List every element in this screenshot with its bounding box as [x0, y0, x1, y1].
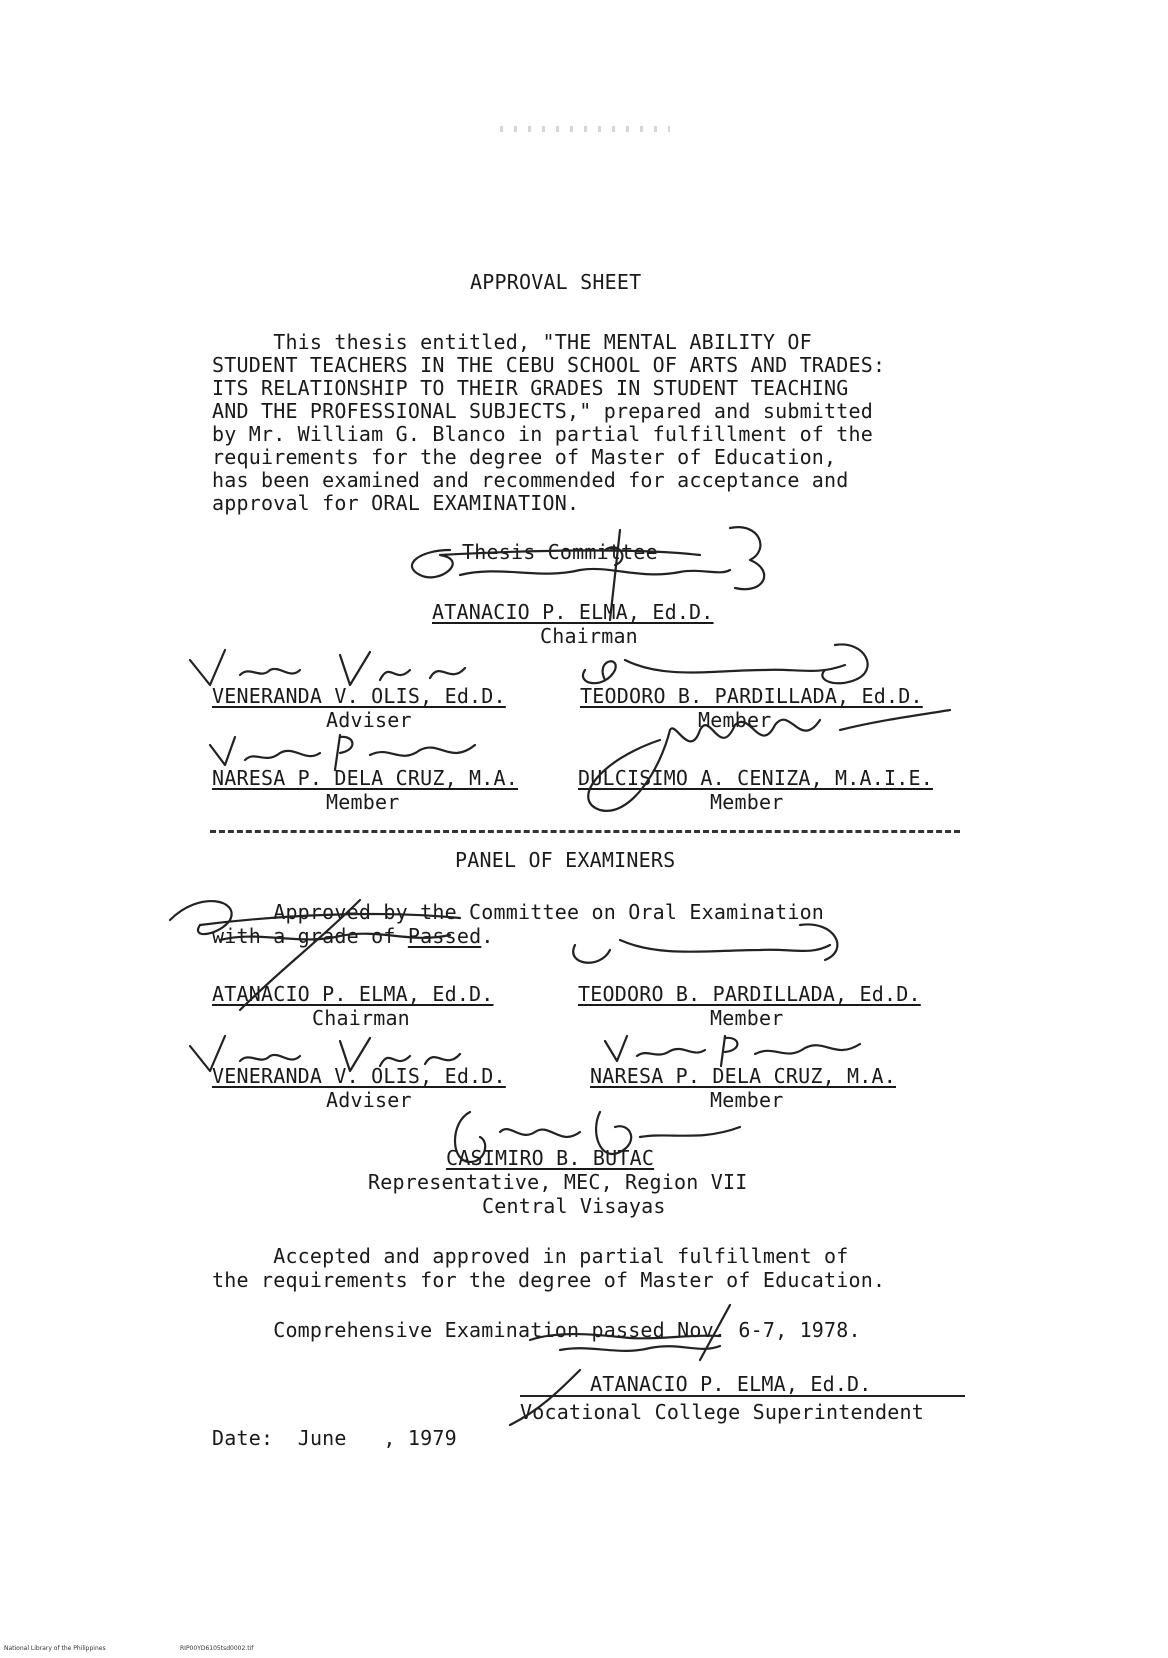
committee-adviser-name: VENERANDA V. OLIS, Ed.D. — [212, 684, 506, 708]
committee-member3-name: DULCISIMO A. CENIZA, M.A.I.E. — [578, 766, 933, 790]
intro-line: ITS RELATIONSHIP TO THEIR GRADES IN STUDENT TEACHING — [212, 376, 849, 400]
committee-member3-role: Member — [710, 790, 784, 814]
intro-line: by Mr. William G. Blanco in partial fulfillment of the — [212, 422, 874, 446]
committee-member1-name: TEODORO B. PARDILLADA, Ed.D. — [580, 684, 923, 708]
panel-member2-name: NARESA P. DELA CRUZ, M.A. — [590, 1064, 897, 1088]
signature-delacruz-committee — [200, 725, 500, 775]
comprehensive-exam-line: Comprehensive Examination passed Nov. 6-7, 1978. — [212, 1318, 861, 1342]
grade-suffix: . — [481, 924, 494, 948]
signature-pardillada-panel — [560, 920, 860, 990]
panel-chairman-name: ATANACIO P. ELMA, Ed.D. — [212, 982, 494, 1006]
signature-elma-superintendent — [500, 1300, 760, 1430]
representative-region: Central Visayas — [482, 1194, 666, 1218]
panel-chairman-role: Chairman — [312, 1006, 410, 1030]
committee-member2-role: Member — [326, 790, 400, 814]
signature-ceniza-committee — [560, 700, 960, 820]
panel-member2-role: Member — [710, 1088, 784, 1112]
intro-line: requirements for the degree of Master of Education, — [212, 445, 837, 469]
acceptance-line: Accepted and approved in partial fulfillment of — [212, 1244, 849, 1268]
committee-label: Thesis Committee — [462, 540, 658, 564]
superintendent-role: Vocational College Superintendent — [520, 1400, 924, 1424]
superintendent-name: ATANACIO P. ELMA, Ed.D. — [590, 1372, 872, 1396]
representative-role: Representative, MEC, Region VII — [368, 1170, 748, 1194]
intro-line: AND THE PROFESSIONAL SUBJECTS," prepared and submitted — [212, 399, 874, 423]
panel-adviser-role: Adviser — [326, 1088, 412, 1112]
date-line — [212, 1426, 457, 1450]
panel-heading: PANEL OF EXAMINERS — [455, 848, 676, 872]
representative-name: CASIMIRO B. BUTAC — [446, 1146, 655, 1170]
panel-approval-line: Approved by the Committee on Oral Examination — [212, 900, 825, 924]
intro-line: approval for ORAL EXAMINATION. — [212, 491, 580, 515]
intro-line: This thesis entitled, "THE MENTAL ABILITY OF — [212, 330, 812, 354]
footer-left: National Library of the Philippines — [4, 1645, 106, 1652]
signature-elma-panel — [160, 880, 500, 1020]
signature-butac — [440, 1092, 760, 1172]
committee-adviser-role: Adviser — [326, 708, 412, 732]
panel-adviser-name: VENERANDA V. OLIS, Ed.D. — [212, 1064, 506, 1088]
date-year: , 1979 — [383, 1426, 457, 1450]
section-divider — [210, 830, 960, 833]
intro-line: STUDENT TEACHERS IN THE CEBU SCHOOL OF ARTS AND TRADES: — [212, 353, 886, 377]
signature-olis-panel — [180, 1026, 480, 1076]
grade-prefix: with a grade of — [212, 924, 408, 948]
date-month: June — [297, 1426, 347, 1450]
grade-value: Passed — [407, 924, 482, 948]
signature-olis-committee — [180, 640, 500, 700]
committee-chairman-role: Chairman — [540, 624, 638, 648]
signature-elma-committee — [380, 520, 800, 640]
acceptance-line: the requirements for the degree of Master of Education. — [212, 1268, 886, 1292]
scan-speckle — [500, 126, 670, 132]
footer-right: RIP00YD6105tsd0002.tif — [180, 1645, 254, 1652]
committee-member1-role: Member — [698, 708, 772, 732]
panel-member1-name: TEODORO B. PARDILLADA, Ed.D. — [578, 982, 921, 1006]
panel-member1-role: Member — [710, 1006, 784, 1030]
signature-delacruz-panel — [595, 1026, 895, 1071]
date-label: Date: — [212, 1426, 274, 1450]
intro-line: has been examined and recommended for acceptance and — [212, 468, 849, 492]
page-title: APPROVAL SHEET — [470, 270, 642, 294]
committee-member2-name: NARESA P. DELA CRUZ, M.A. — [212, 766, 519, 790]
committee-chairman-name: ATANACIO P. ELMA, Ed.D. — [432, 600, 714, 624]
